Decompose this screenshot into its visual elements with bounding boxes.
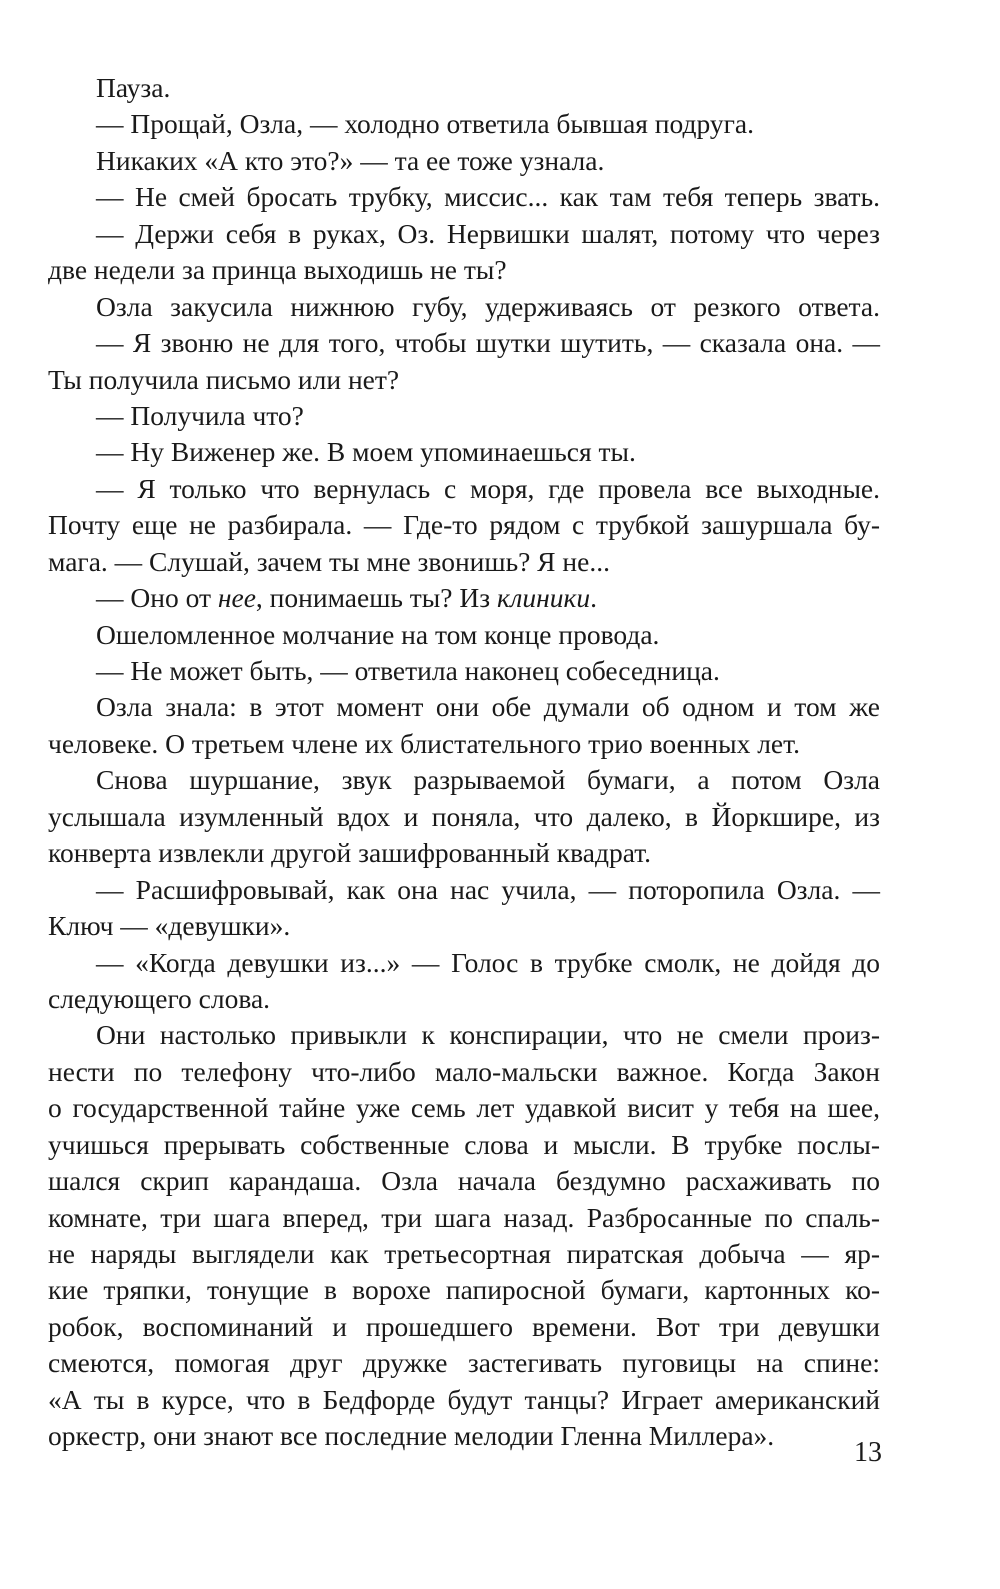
text-line: — Не может быть, — ответила наконец собеседница. xyxy=(96,655,720,686)
text-run: , понимаешь ты? Из xyxy=(255,582,497,614)
text-line: — Я звоню не для того, чтобы шутки шутить, — сказала она. — xyxy=(96,327,880,359)
text-line: — Я только что вернулась с моря, где провела все выходные. xyxy=(96,472,880,504)
text-line: — Расшифровывай, как она нас учила, — поторопила Озла. — xyxy=(96,873,880,905)
text-line: Озла знала: в этот момент они обе думали об одном и том же xyxy=(96,691,880,723)
text-line: — Держи себя в руках, Оз. Нервишки шалят, потому что через xyxy=(96,217,880,249)
text-line: учишься прерывать собственные слова и мысли. В трубке послы- xyxy=(48,1128,880,1160)
text-line: робок, воспоминаний и прошедшего времени. Вот три девушки xyxy=(48,1310,880,1342)
text-line: — Не смей бросать трубку, миссис... как там тебя теперь звать. xyxy=(96,181,880,213)
text-line: комнате, три шага вперед, три шага назад. Разбросанные по спаль- xyxy=(48,1201,880,1233)
text-line: — Ну Виженер же. В моем упоминаешься ты. xyxy=(96,436,636,468)
text-line: — «Когда девушки из...» — Голос в трубке смолк, не дойдя до xyxy=(96,946,880,978)
text-line: нести по телефону что-либо мало-мальски важное. Когда Закон xyxy=(48,1055,880,1087)
text-line: о государственной тайне уже семь лет удавкой висит у тебя на шее, xyxy=(48,1092,880,1124)
text-line: Они настолько привыкли к конспирации, что не смели произ- xyxy=(96,1019,880,1051)
text-line: следующего слова. xyxy=(48,982,271,1014)
text-line: Почту еще не разбирала. — Где-то рядом с трубкой зашуршала бу- xyxy=(48,509,880,541)
text-line: смеются, помогая друг дружке застегивать пуговицы на спине: xyxy=(48,1347,880,1379)
text-line: две недели за принца выходишь не ты? xyxy=(48,254,507,286)
text-line: Озла закусила нижнюю губу, удерживаясь от резкого ответа. xyxy=(96,290,880,322)
text-line: кие тряпки, тонущие в ворохе папиросной бумаги, картонных ко- xyxy=(48,1274,880,1306)
italic-emphasis: нее xyxy=(217,582,256,614)
text-run: . xyxy=(590,582,598,614)
text-line: Снова шуршание, звук разрываемой бумаги, а потом Озла xyxy=(96,764,880,796)
italic-emphasis: клиники xyxy=(496,582,591,614)
text-line: не наряды выглядели как третьесортная пиратская добыча — яр- xyxy=(48,1238,880,1269)
text-line: мага. — Слушай, зачем ты мне звонишь? Я не... xyxy=(48,545,610,577)
text-line: оркестр, они знают все последние мелодии Гленна Миллера». xyxy=(48,1420,775,1452)
text-line: конверта извлекли другой зашифрованный квадрат. xyxy=(48,837,652,869)
text-line: Пауза. xyxy=(96,72,171,103)
book-page-text xyxy=(48,70,880,1455)
text-line: Ты получила письмо или нет? xyxy=(48,363,400,395)
text-line: человеке. О третьем члене их блистательного трио военных лет. xyxy=(48,727,800,759)
text-line: Никаких «А кто это?» — та ее тоже узнала. xyxy=(96,144,605,176)
text-line: услышала изумленный вдох и поняла, что далеко, в Йоркшире, из xyxy=(48,800,880,832)
text-line: — Прощай, Озла, — холодно ответила бывшая подруга. xyxy=(96,108,754,140)
text-line: шался скрип карандаша. Озла начала бездумно расхаживать по xyxy=(48,1165,880,1197)
text-line: Ключ — «девушки». xyxy=(48,910,291,942)
text-line: «А ты в курсе, что в Бедфорде будут танцы? Играет американский xyxy=(48,1383,880,1415)
text-line: — Получила что? xyxy=(96,399,304,431)
text-line: Ошеломленное молчание на том конце провода. xyxy=(96,618,660,650)
text-line xyxy=(48,580,880,616)
page-number: 13 xyxy=(854,1437,882,1468)
text-run: — Оно от xyxy=(96,582,218,614)
